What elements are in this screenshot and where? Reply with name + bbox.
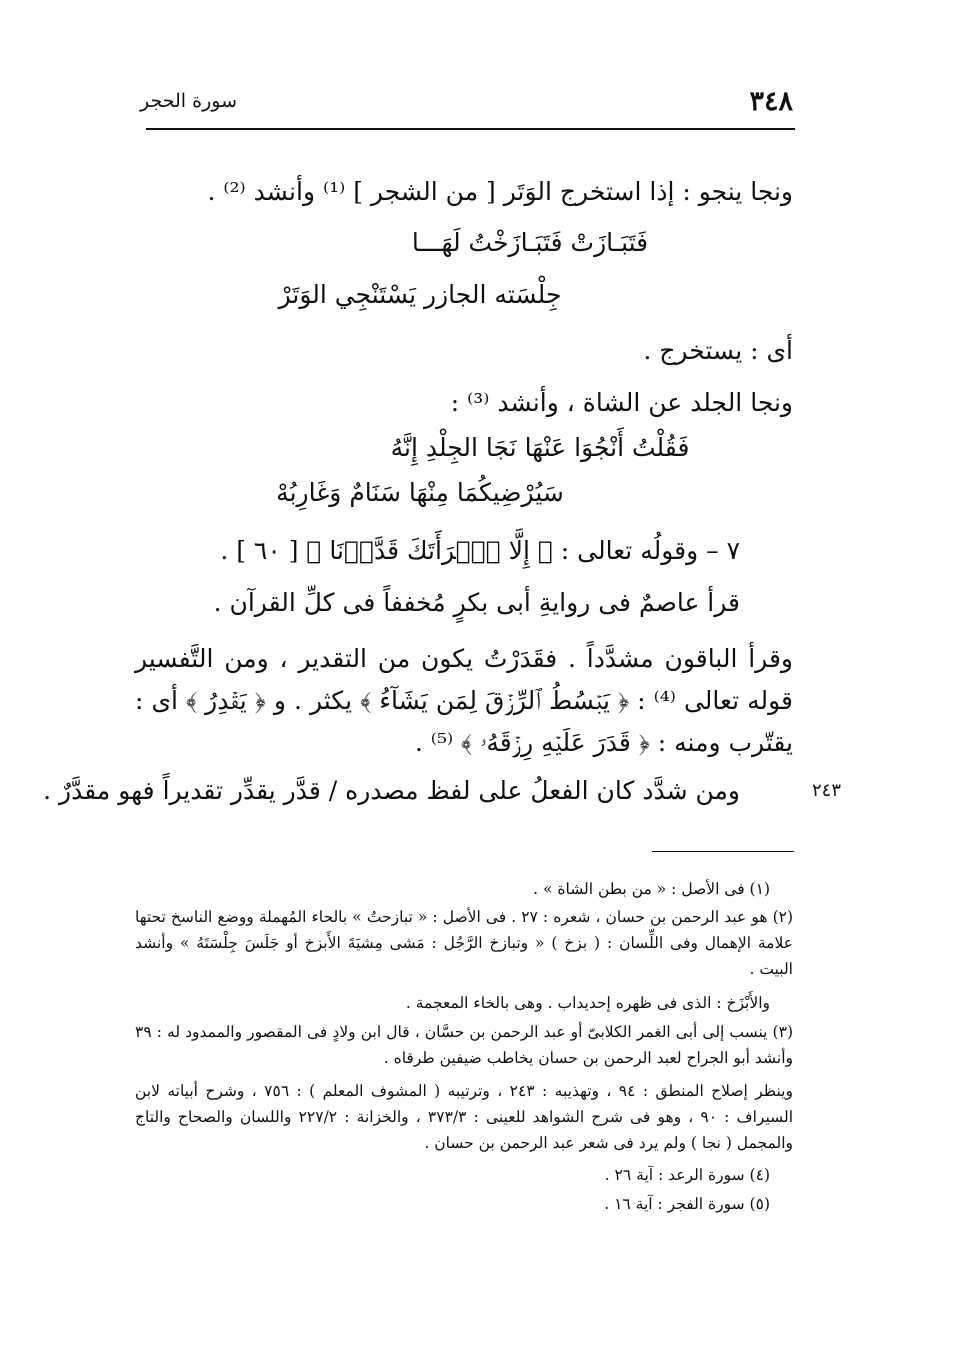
header-rule [146, 128, 795, 130]
footnote-rule [652, 851, 794, 852]
body-line-4-quran-verse: ٧ – وقولُه تعالى : ﴿ إِلَّا ٱمۡرَأَتَكَ قَدَّرۡنَا ﴾ [ ٦٠ ] . [220, 536, 740, 565]
footnote-2-continued: والأَبْزَخ : الذى فى ظهره إحديداب . وهى بالخاء المعجمة . [405, 994, 770, 1012]
body-line-1: ونجا ينجو : إذا استخرج الوَتَر [ من الشجر ] ⁽¹⁾ وأنشد ⁽²⁾ . [207, 177, 793, 206]
verse-1-second-hemistich: جِلْسَته الجازر يَسْتَنْجِي الوَتَرْ [278, 280, 562, 309]
footnote-1: (١) فى الأصل : « من بطن الشاة » . [533, 880, 770, 898]
body-line-2: أى : يستخرج . [643, 336, 793, 365]
verse-2-first-hemistich: فَقُلْتُ أَنْجُوَا عَنْهَا نَجَا الجِلْدِ إِنَّهُ [390, 433, 690, 462]
body-line-5: قرأ عاصمٌ فى روايةِ أبى بكرٍ مُخففاً فى كلِّ القرآن . [213, 588, 740, 617]
margin-folio-number: ٢٤٣ [812, 780, 842, 801]
footnote-4: (٤) سورة الرعد : آية ٢٦ . [604, 1166, 770, 1184]
body-paragraph: وقرأ الباقون مشدَّداً . فقَدَرْتُ يكون من التقدير ، ومن التَّفسير قوله تعالى ⁽⁴⁾ : ﴿ يَبۡسُطُ ٱلرِّزۡقَ لِمَن يَشَآءُ ﴾ يكثر . و ﴿ يَقۡدِرُ ﴾ أى : يقتّرب ومنه : ﴿ قَدَرَ عَلَيۡهِ رِزۡقَهُۥ ﴾ ⁽⁵⁾ . [135, 644, 793, 757]
body-line-3: ونجا الجلد عن الشاة ، وأنشد ⁽³⁾ : [450, 388, 793, 417]
footnote-3-continued: وينظر إصلاح المنطق : ٩٤ ، وتهذيبه : ٢٤٣ ، وترتيبه ( المشوف المعلم ) : ٧٥٦ ، وشرح أبياته لابن السيراف : ٩٠ ، وهو فى شرح الشواهد للعينى : ٣٧٣/٣ ، والخزانة : ٢٢٧/٢ واللسان والصحاح والتاج والمجمل ( نجا ) ولم يرد فى شعر عبد الرحمن بن حسان . [135, 1082, 794, 1152]
footnote-3: (٣) ينسب إلى أبى الغمر الكلابىّ أو عبد الرحمن بن حسَّان ، قال ابن ولادٍ فى المقصور والممدود له : ٣٩ وأنشد أبو الجراح لعبد الرحمن بن حسان يخاطب ضيفين طرقاه . [135, 1023, 793, 1067]
running-header-title: سورة الحجر [140, 90, 237, 112]
footnote-5: (٥) سورة الفجر : آية ١٦ . [604, 1195, 770, 1213]
verse-1-first-hemistich: فَتَبَـازَتْ فَتَبَـازَخْتُ لَهَـــا [411, 228, 649, 257]
footnote-2: (٢) هو عبد الرحمن بن حسان ، شعره : ٢٧ . فى الأصل : « تبازحتُ » بالحاء المُهملة ووضع الناسخ تحتها علامة الإهمال وفى اللِّسان : ( بزخ ) « وتبازخ الرَّجُل : مَشى مِشيَةَ الأَبزخ أو جَلَسَ جِلْسَتَهُ » وأنشد البيت . [135, 908, 794, 978]
page-number: ٣٤٨ [749, 86, 793, 117]
body-line-6: ومن شدَّد كان الفعلُ على لفظ مصدره / قدَّر يقدِّر تقديراً فهو مقدَّرٌ . [43, 776, 740, 805]
verse-2-second-hemistich: سَيُرْضِيكُمَا مِنْهَا سَنَامٌ وَغَارِبُهْ [276, 478, 564, 507]
